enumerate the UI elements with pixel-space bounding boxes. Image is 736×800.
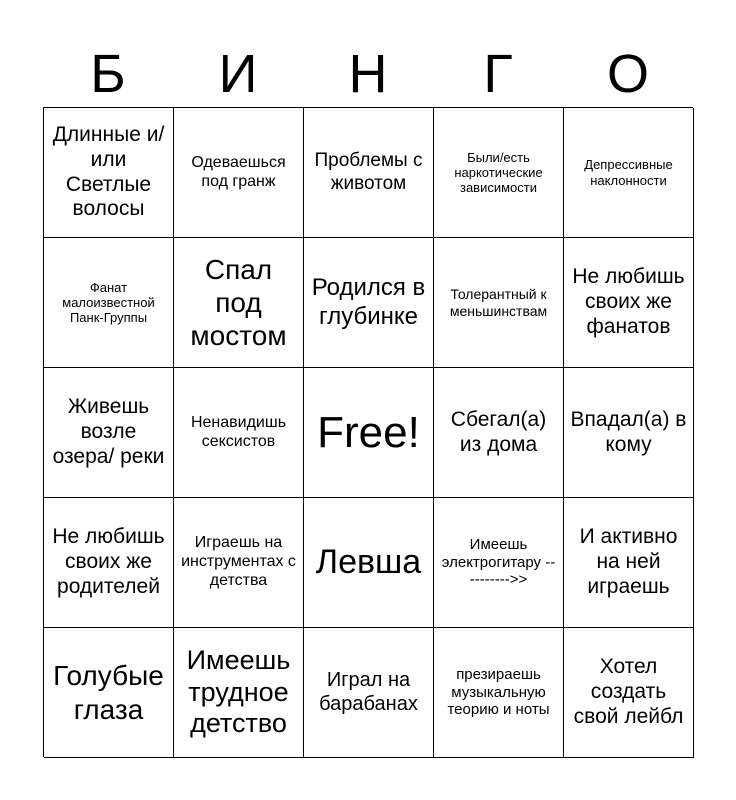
bingo-cell[interactable]: Играл на барабанах bbox=[304, 628, 434, 758]
header-letter-i: И bbox=[218, 44, 258, 104]
bingo-header bbox=[43, 42, 693, 106]
bingo-cell[interactable]: И активно на ней играешь bbox=[564, 498, 694, 628]
bingo-cell[interactable]: Голубые глаза bbox=[44, 628, 174, 758]
bingo-cell[interactable]: Спал под мостом bbox=[174, 238, 304, 368]
bingo-cell[interactable]: Депрессивные наклонности bbox=[564, 108, 694, 238]
bingo-cell[interactable]: Ненавидишь сексистов bbox=[174, 368, 304, 498]
free-cell[interactable]: Free! bbox=[304, 368, 434, 498]
bingo-cell[interactable]: Фанат малоизвестной Панк-Группы bbox=[44, 238, 174, 368]
bingo-cell[interactable]: Не любишь своих же родителей bbox=[44, 498, 174, 628]
bingo-cell[interactable]: Одеваешься под гранж bbox=[174, 108, 304, 238]
bingo-cell[interactable]: Длинные и/или Светлые волосы bbox=[44, 108, 174, 238]
header-letter-b: Б bbox=[90, 44, 126, 104]
bingo-cell[interactable]: Живешь возле озера/ реки bbox=[44, 368, 174, 498]
bingo-cell[interactable]: Имеешь электрогитару ---------->> bbox=[434, 498, 564, 628]
bingo-cell[interactable]: Толерантный к меньшинствам bbox=[434, 238, 564, 368]
bingo-cell[interactable]: Сбегал(а) из дома bbox=[434, 368, 564, 498]
bingo-cell[interactable]: Хотел создать свой лейбл bbox=[564, 628, 694, 758]
header-letter-o: О bbox=[606, 44, 649, 104]
header-letter-g: Г bbox=[483, 44, 513, 104]
bingo-cell[interactable]: Проблемы с животом bbox=[304, 108, 434, 238]
bingo-grid bbox=[43, 107, 693, 757]
bingo-cell[interactable]: Родился в глубинке bbox=[304, 238, 434, 368]
bingo-cell[interactable]: Играешь на инструментах с детства bbox=[174, 498, 304, 628]
bingo-cell[interactable]: презираешь музыкальную теорию и ноты bbox=[434, 628, 564, 758]
bingo-cell[interactable]: Левша bbox=[304, 498, 434, 628]
bingo-cell[interactable]: Имеешь трудное детство bbox=[174, 628, 304, 758]
bingo-cell[interactable]: Впадал(а) в кому bbox=[564, 368, 694, 498]
bingo-cell[interactable]: Не любишь своих же фанатов bbox=[564, 238, 694, 368]
bingo-cell[interactable]: Были/есть наркотические зависимости bbox=[434, 108, 564, 238]
header-letter-n: Н bbox=[348, 44, 388, 104]
